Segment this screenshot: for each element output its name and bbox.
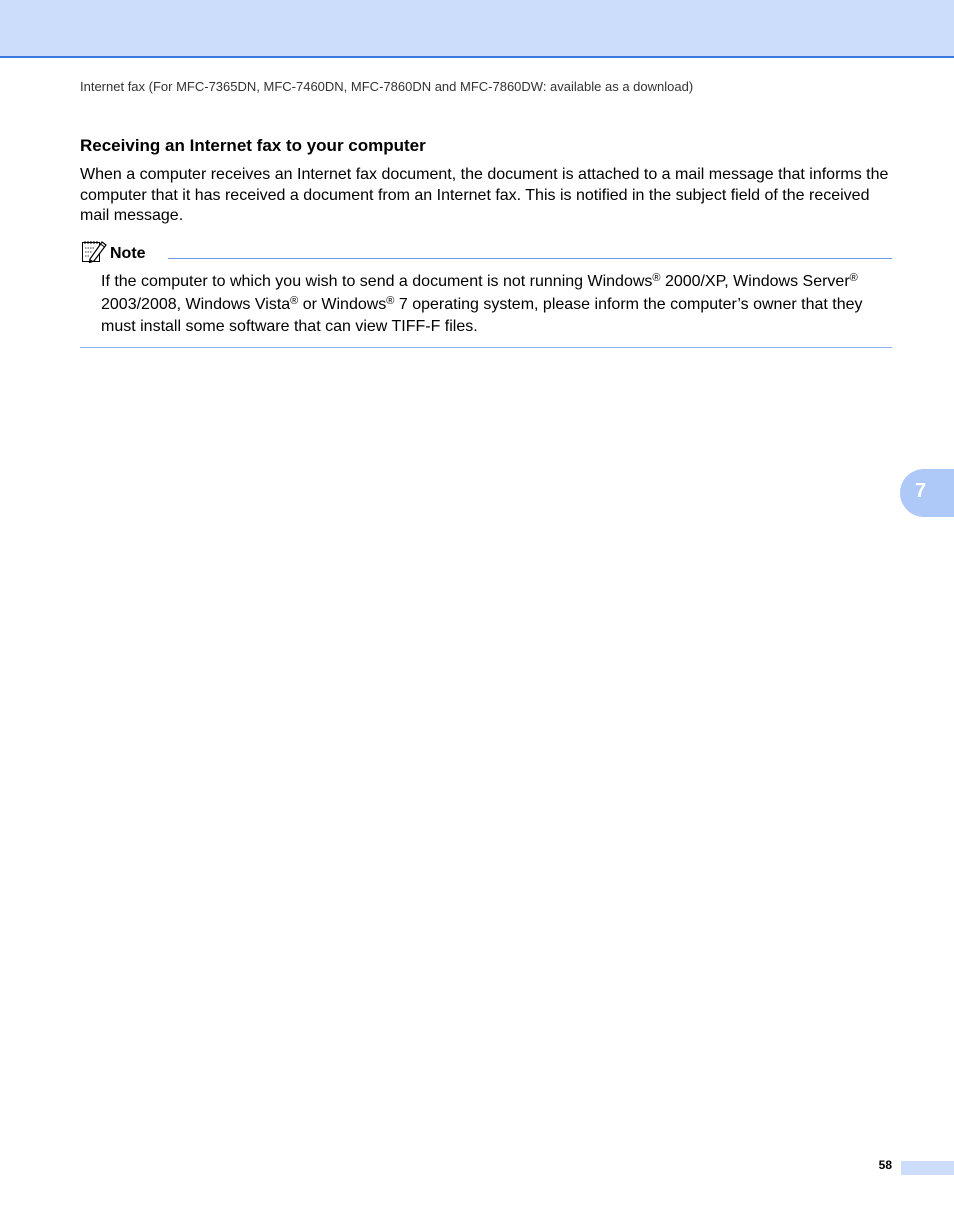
note-text — [101, 271, 891, 339]
note-text-part: 2003/2008, Windows Vista — [101, 295, 291, 313]
chapter-tab-number: 7 — [915, 480, 927, 502]
page-number-bar — [901, 1161, 954, 1175]
note-text-part: 2000/XP, Windows Server — [660, 273, 850, 290]
note-rule-top — [168, 258, 892, 259]
page-number: 58 — [878, 1158, 892, 1172]
chapter-tab — [900, 469, 954, 517]
note-text-part: or Windows — [298, 295, 387, 313]
section-heading: Receiving an Internet fax to your computer — [80, 136, 426, 155]
registered-mark: ® — [386, 294, 395, 307]
note-pencil-icon — [81, 239, 107, 263]
registered-mark: ® — [652, 272, 661, 284]
note-rule-bottom — [80, 347, 892, 348]
note-text-part: 7 operating system, please inform the computer’s owner that they must install some software that can view TIFF-F files. — [101, 295, 863, 335]
body-paragraph: When a computer receives an Internet fax document, the document is attached to a mail message that informs the computer that it has received a document from an Internet fax. This is notified in the subject field of the received mail message. — [80, 166, 889, 224]
registered-mark: ® — [290, 294, 299, 307]
header-band — [0, 0, 954, 58]
note-text-part: If the computer to which you wish to send a document is not running Windows — [101, 273, 653, 290]
running-header: Internet fax (For MFC-7365DN, MFC-7460DN, MFC-7860DN and MFC-7860DW: available as a download) — [80, 79, 694, 94]
note-label: Note — [110, 245, 146, 262]
registered-mark: ® — [849, 272, 858, 284]
